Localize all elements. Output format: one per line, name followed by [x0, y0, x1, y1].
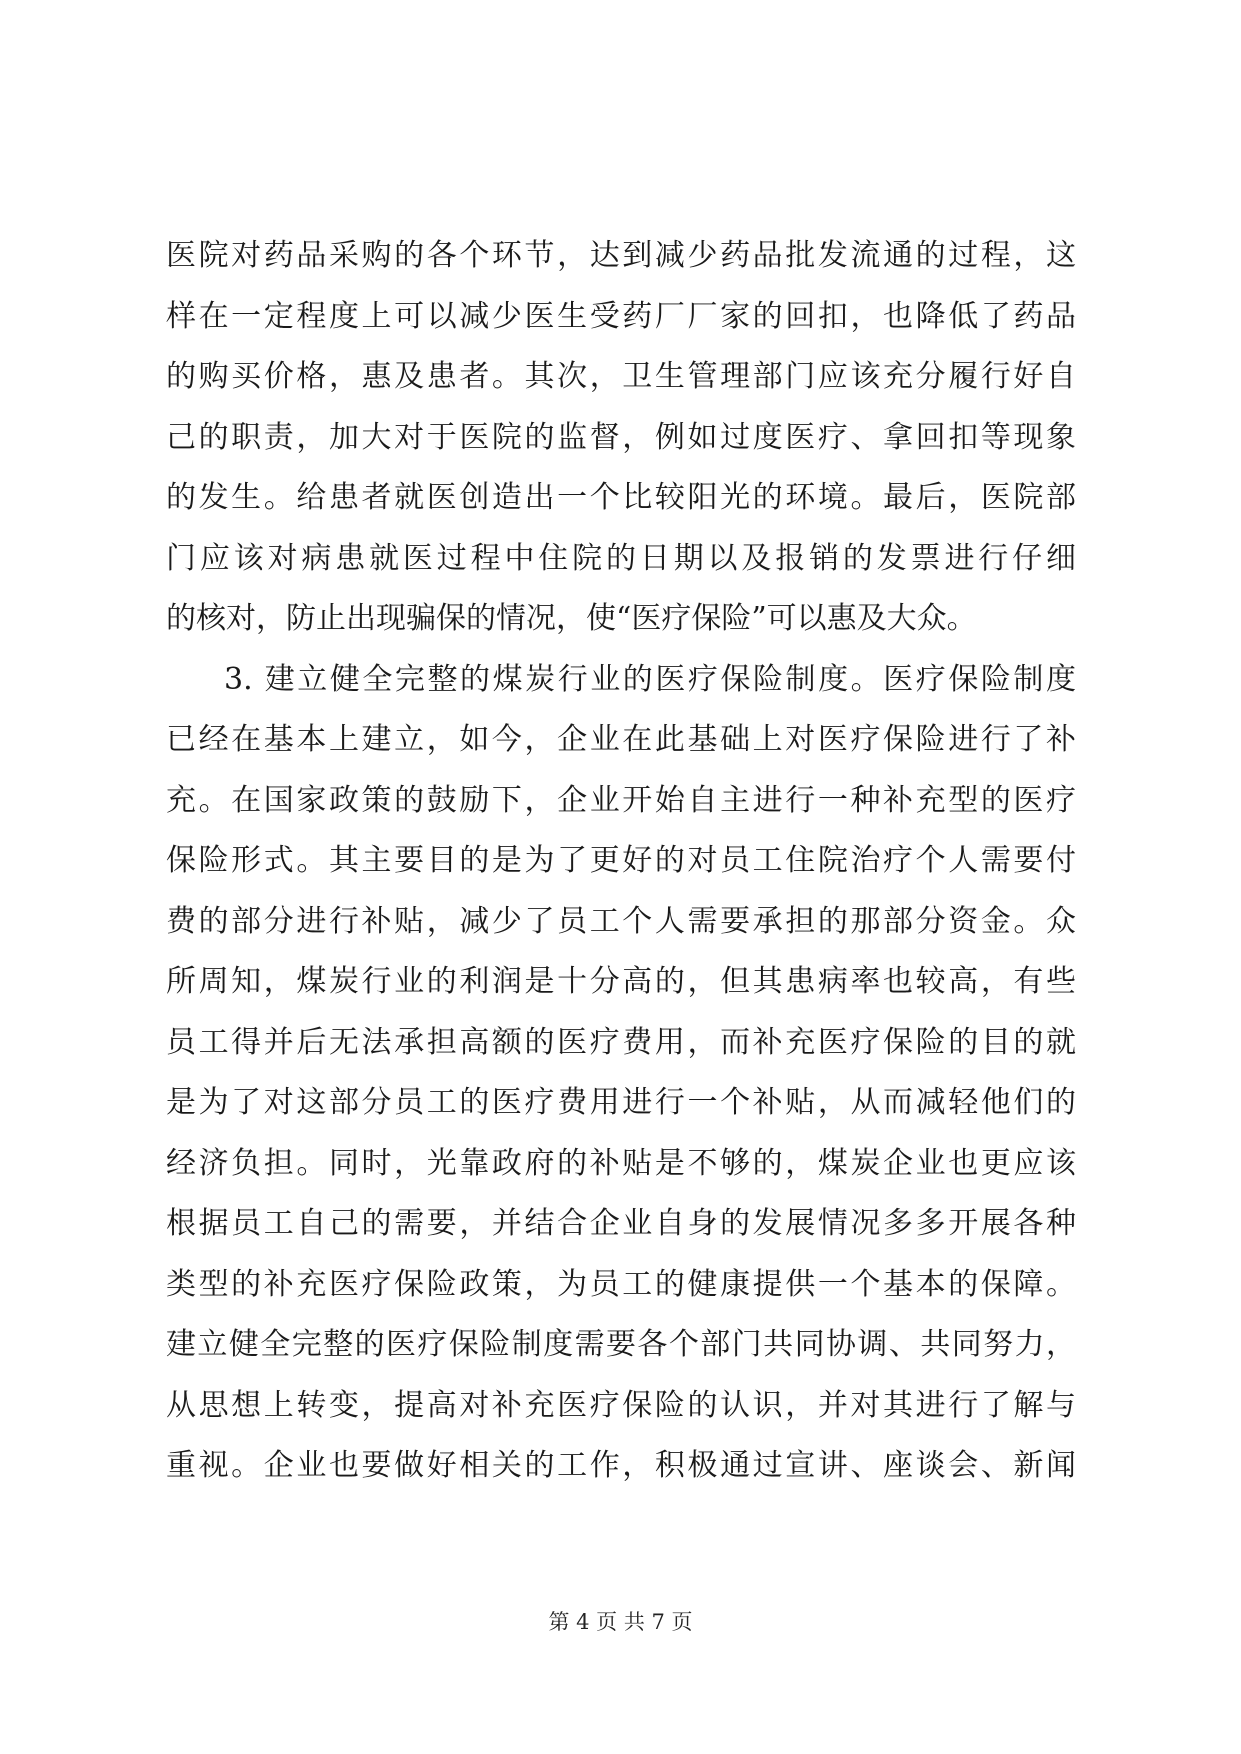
text-line: 的核对，防止出现骗保的情况，使“医疗保险”可以惠及大众。: [166, 601, 977, 636]
text-line: 已经在基本上建立，如今，企业在此基础上对医疗保险进行了补: [166, 722, 1076, 757]
text-line: 员工得并后无法承担高额的医疗费用，而补充医疗保险的目的就: [166, 1024, 1076, 1060]
text-line: 保险形式。其主要目的是为了更好的对员工住院治疗个人需要付: [166, 843, 1076, 878]
text-line: 重视。企业也要做好相关的工作，积极通过宣讲、座谈会、新闻: [166, 1448, 1076, 1483]
text-line: 费的部分进行补贴，减少了员工个人需要承担的那部分资金。众: [166, 903, 1076, 939]
text-line: 建立健全完整的医疗保险制度需要各个部门共同协调、共同努力，: [166, 1327, 1076, 1362]
text-line: 的发生。给患者就医创造出一个比较阳光的环境。最后，医院部: [166, 480, 1076, 515]
text-line: 医院对药品采购的各个环节，达到减少药品批发流通的过程，这: [166, 238, 1076, 273]
text-line: 经济负担。同时，光靠政府的补贴是不够的，煤炭企业也更应该: [166, 1145, 1076, 1181]
text-line: 充。在国家政策的鼓励下，企业开始自主进行一种补充型的医疗: [166, 782, 1076, 818]
text-line: 的购买价格，惠及患者。其次，卫生管理部门应该充分履行好自: [166, 359, 1076, 394]
text-line: 所周知，煤炭行业的利润是十分高的，但其患病率也较高，有些: [166, 964, 1076, 999]
paragraph-start-line: 3. 建立健全完整的煤炭行业的医疗保险制度。医疗保险制度: [224, 661, 1076, 697]
text-line: 根据员工自己的需要，并结合企业自身的发展情况多多开展各种: [166, 1206, 1076, 1241]
text-line: 己的职责，加大对于医院的监督，例如过度医疗、拿回扣等现象: [166, 419, 1076, 455]
text-line: 是为了对这部分员工的医疗费用进行一个补贴，从而减轻他们的: [166, 1085, 1076, 1120]
text-line: 从思想上转变，提高对补充医疗保险的认识，并对其进行了解与: [166, 1387, 1076, 1423]
text-line: 类型的补充医疗保险政策，为员工的健康提供一个基本的保障。: [166, 1266, 1076, 1302]
text-line: 门应该对病患就医过程中住院的日期以及报销的发票进行仔细: [166, 540, 1076, 576]
page-number-footer: 第 4 页 共 7 页: [548, 1610, 693, 1634]
text-line: 样在一定程度上可以减少医生受药厂厂家的回扣，也降低了药品: [166, 298, 1076, 334]
body-text: [166, 226, 1076, 1497]
